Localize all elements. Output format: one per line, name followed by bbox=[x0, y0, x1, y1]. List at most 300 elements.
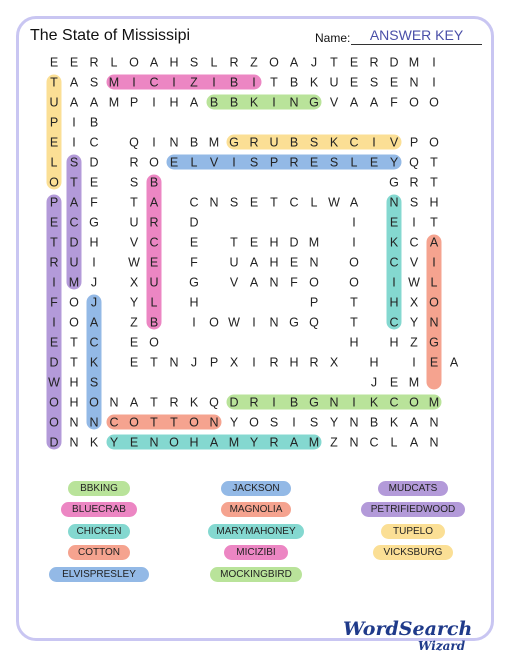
grid-letter: C bbox=[109, 415, 119, 430]
word-chip-elvispresley: ELVISPRESLEY bbox=[49, 567, 149, 582]
grid-letter: J bbox=[90, 295, 98, 310]
word-chip-cotton: COTTON bbox=[68, 545, 130, 560]
grid-letter: P bbox=[269, 155, 279, 170]
grid-letter: I bbox=[412, 215, 416, 230]
grid-letter: W bbox=[328, 195, 340, 210]
grid-letter: P bbox=[49, 115, 59, 130]
grid-letter: D bbox=[49, 435, 59, 450]
grid-letter: B bbox=[89, 115, 99, 130]
grid-letter: M bbox=[108, 75, 120, 90]
grid-letter: T bbox=[330, 55, 338, 70]
grid-letter: B bbox=[149, 315, 159, 330]
word-chip-marymahoney: MARYMAHONEY bbox=[208, 524, 304, 539]
grid-letter: T bbox=[430, 155, 438, 170]
grid-letter: H bbox=[269, 235, 279, 250]
grid-letter: R bbox=[49, 255, 59, 270]
grid-letter: L bbox=[390, 435, 398, 450]
grid-letter: G bbox=[309, 395, 319, 410]
grid-letter: N bbox=[389, 195, 399, 210]
grid-letter: O bbox=[429, 295, 439, 310]
grid-letter: C bbox=[69, 215, 79, 230]
grid-letter: I bbox=[372, 135, 376, 150]
grid-letter: I bbox=[432, 255, 436, 270]
grid-letter: H bbox=[169, 55, 179, 70]
grid-letter: A bbox=[89, 95, 99, 110]
grid-letter: N bbox=[289, 95, 299, 110]
grid-letter: E bbox=[169, 155, 179, 170]
grid-letter: X bbox=[329, 355, 339, 370]
grid-letter: N bbox=[169, 355, 179, 370]
grid-letter: O bbox=[69, 295, 79, 310]
grid-letter: U bbox=[229, 255, 239, 270]
grid-letter: O bbox=[269, 55, 279, 70]
grid-letter: A bbox=[69, 95, 79, 110]
grid-letter: U bbox=[129, 215, 139, 230]
grid-letter: D bbox=[229, 395, 239, 410]
grid-letter: T bbox=[70, 335, 78, 350]
grid-letter: N bbox=[429, 315, 439, 330]
grid-letter: S bbox=[69, 155, 79, 170]
grid-letter: J bbox=[90, 275, 98, 290]
grid-letter: T bbox=[350, 315, 358, 330]
grid-letter: C bbox=[189, 195, 199, 210]
grid-letter: H bbox=[389, 295, 399, 310]
grid-letter: R bbox=[369, 55, 379, 70]
grid-letter: L bbox=[210, 55, 218, 70]
word-chip-mockingbird: MOCKINGBIRD bbox=[210, 567, 302, 582]
grid-letter: A bbox=[409, 415, 419, 430]
grid-letter: K bbox=[89, 355, 99, 370]
grid-letter: P bbox=[409, 135, 419, 150]
grid-letter: O bbox=[349, 275, 359, 290]
grid-letter: M bbox=[408, 375, 420, 390]
grid-letter: A bbox=[369, 95, 379, 110]
grid-letter: M bbox=[228, 435, 240, 450]
grid-letter: E bbox=[49, 335, 59, 350]
grid-letter: H bbox=[269, 255, 279, 270]
grid-letter: V bbox=[229, 275, 239, 290]
grid-letter: C bbox=[89, 335, 99, 350]
grid-letter: P bbox=[309, 295, 319, 310]
grid-letter: C bbox=[389, 255, 399, 270]
grid-letter: Z bbox=[190, 75, 198, 90]
grid-letter: P bbox=[49, 195, 59, 210]
grid-letter: I bbox=[92, 255, 96, 270]
grid-letter: T bbox=[270, 195, 278, 210]
grid-letter: S bbox=[89, 375, 99, 390]
word-chip-jackson: JACKSON bbox=[221, 481, 291, 496]
grid-letter: E bbox=[49, 215, 59, 230]
grid-letter: V bbox=[209, 155, 219, 170]
grid-letter: S bbox=[129, 175, 139, 190]
name-label: Name: bbox=[315, 31, 351, 45]
word-chip-micizibi: MICIZIBI bbox=[224, 545, 288, 560]
grid-letter: A bbox=[69, 195, 79, 210]
grid-letter: D bbox=[69, 235, 79, 250]
grid-letter: O bbox=[349, 255, 359, 270]
grid-letter: A bbox=[89, 315, 99, 330]
grid-letter: O bbox=[169, 435, 179, 450]
grid-letter: F bbox=[390, 95, 398, 110]
grid-letter: X bbox=[409, 295, 419, 310]
grid-letter: C bbox=[409, 235, 419, 250]
grid-letter: I bbox=[292, 415, 296, 430]
grid-letter: N bbox=[169, 135, 179, 150]
grid-letter: E bbox=[89, 175, 99, 190]
grid-letter: L bbox=[50, 155, 58, 170]
grid-letter: V bbox=[329, 95, 339, 110]
grid-letter: A bbox=[289, 435, 299, 450]
grid-letter: V bbox=[389, 135, 399, 150]
grid-letter: U bbox=[329, 75, 339, 90]
grid-letter: C bbox=[289, 195, 299, 210]
grid-letter: W bbox=[128, 255, 140, 270]
grid-letter: A bbox=[189, 95, 199, 110]
grid-letter: B bbox=[289, 135, 299, 150]
grid-letter: C bbox=[369, 435, 379, 450]
grid-letter: S bbox=[269, 415, 279, 430]
grid-letter: G bbox=[189, 275, 199, 290]
grid-letter: E bbox=[129, 355, 139, 370]
grid-letter: O bbox=[409, 395, 419, 410]
grid-letter: Y bbox=[249, 435, 259, 450]
grid-letter: H bbox=[389, 335, 399, 350]
grid-letter: T bbox=[50, 75, 58, 90]
grid-letter: E bbox=[129, 335, 139, 350]
grid-letter: U bbox=[49, 95, 59, 110]
grid-letter: V bbox=[409, 255, 419, 270]
grid-letter: G bbox=[429, 335, 439, 350]
grid-letter: Q bbox=[129, 135, 139, 150]
grid-letter: T bbox=[150, 355, 158, 370]
grid-letter: E bbox=[249, 235, 259, 250]
grid-letter: E bbox=[389, 375, 399, 390]
grid-letter: L bbox=[150, 295, 158, 310]
puzzle-title: The State of Mississipi bbox=[30, 27, 191, 44]
grid-letter: S bbox=[329, 155, 339, 170]
grid-letter: A bbox=[69, 75, 79, 90]
grid-letter: E bbox=[49, 135, 59, 150]
grid-letter: E bbox=[249, 195, 259, 210]
grid-letter: N bbox=[409, 75, 419, 90]
grid-letter: O bbox=[49, 415, 59, 430]
word-chip-bbking: BBKING bbox=[68, 481, 130, 496]
grid-letter: H bbox=[169, 95, 179, 110]
grid-letter: E bbox=[129, 435, 139, 450]
grid-letter: R bbox=[269, 435, 279, 450]
grid-letter: G bbox=[229, 135, 239, 150]
grid-letter: N bbox=[149, 435, 159, 450]
grid-letter: Q bbox=[309, 315, 319, 330]
grid-letter: D bbox=[189, 215, 199, 230]
grid-letter: H bbox=[189, 295, 199, 310]
grid-letter: L bbox=[430, 275, 438, 290]
grid-letter: K bbox=[249, 95, 259, 110]
grid-letter: S bbox=[89, 75, 99, 90]
grid-letter: C bbox=[89, 135, 99, 150]
word-chip-petrifiedwood: PETRIFIEDWOOD bbox=[361, 502, 465, 517]
grid-letter: A bbox=[129, 395, 139, 410]
grid-letter: T bbox=[150, 395, 158, 410]
grid-letter: B bbox=[189, 135, 199, 150]
grid-letter: K bbox=[389, 415, 399, 430]
grid-letter: T bbox=[50, 235, 58, 250]
grid-letter: F bbox=[190, 255, 198, 270]
grid-letter: I bbox=[232, 155, 236, 170]
grid-letter: K bbox=[309, 75, 319, 90]
grid-letter: A bbox=[449, 355, 459, 370]
grid-letter: N bbox=[329, 395, 339, 410]
grid-letter: N bbox=[89, 415, 99, 430]
grid-letter: A bbox=[409, 435, 419, 450]
grid-letter: R bbox=[169, 395, 179, 410]
grid-letter: I bbox=[72, 115, 76, 130]
grid-letter: O bbox=[129, 55, 139, 70]
grid-letter: O bbox=[69, 315, 79, 330]
grid-letter: W bbox=[48, 375, 60, 390]
grid-letter: K bbox=[389, 235, 399, 250]
grid-letter: T bbox=[70, 355, 78, 370]
grid-letter: R bbox=[409, 175, 419, 190]
word-chip-chicken: CHICKEN bbox=[68, 524, 130, 539]
grid-letter: O bbox=[209, 315, 219, 330]
word-chip-magnolia: MAGNOLIA bbox=[221, 502, 291, 517]
grid-letter: I bbox=[352, 235, 356, 250]
grid-letter: O bbox=[49, 175, 59, 190]
grid-letter: K bbox=[369, 395, 379, 410]
grid-letter: L bbox=[310, 195, 318, 210]
name-field[interactable]: ANSWER KEY bbox=[369, 27, 464, 43]
grid-letter: I bbox=[252, 355, 256, 370]
grid-letter: V bbox=[129, 235, 139, 250]
grid-letter: B bbox=[149, 175, 159, 190]
grid-letter: T bbox=[270, 75, 278, 90]
grid-letter: E bbox=[69, 55, 79, 70]
grid-letter: G bbox=[389, 175, 399, 190]
grid-letter: T bbox=[150, 415, 158, 430]
grid-letter: Y bbox=[109, 435, 119, 450]
wordsearch-wizard-logo: WordSearch bbox=[343, 618, 473, 640]
grid-letter: I bbox=[412, 355, 416, 370]
grid-letter: U bbox=[269, 135, 279, 150]
grid-letter: H bbox=[289, 355, 299, 370]
grid-letter: J bbox=[370, 375, 378, 390]
grid-letter: O bbox=[149, 155, 159, 170]
grid-letter: A bbox=[249, 275, 259, 290]
grid-letter: E bbox=[349, 75, 359, 90]
grid-letter: I bbox=[132, 75, 136, 90]
grid-letter: I bbox=[152, 135, 156, 150]
grid-letter: W bbox=[408, 275, 420, 290]
grid-letter: J bbox=[310, 55, 318, 70]
grid-letter: N bbox=[69, 415, 79, 430]
grid-letter: S bbox=[409, 195, 419, 210]
grid-letter: I bbox=[252, 75, 256, 90]
grid-letter: T bbox=[230, 235, 238, 250]
grid-letter: S bbox=[309, 415, 319, 430]
grid-letter: B bbox=[369, 415, 379, 430]
grid-letter: B bbox=[289, 395, 299, 410]
grid-letter: U bbox=[149, 275, 159, 290]
grid-letter: E bbox=[349, 55, 359, 70]
word-chip-vicksburg: VICKSBURG bbox=[373, 545, 453, 560]
grid-letter: E bbox=[149, 255, 159, 270]
grid-letter: T bbox=[70, 175, 78, 190]
grid-letter: W bbox=[228, 315, 240, 330]
grid-letter: R bbox=[289, 155, 299, 170]
grid-letter: R bbox=[89, 55, 99, 70]
grid-letter: E bbox=[429, 355, 439, 370]
grid-letter: T bbox=[430, 175, 438, 190]
grid-letter: H bbox=[349, 335, 359, 350]
grid-letter: H bbox=[189, 435, 199, 450]
grid-letter: U bbox=[69, 255, 79, 270]
grid-letter: N bbox=[429, 415, 439, 430]
grid-letter: A bbox=[149, 195, 159, 210]
grid-letter: T bbox=[350, 295, 358, 310]
grid-letter: I bbox=[432, 75, 436, 90]
grid-letter: C bbox=[389, 315, 399, 330]
grid-letter: N bbox=[429, 435, 439, 450]
grid-letter: G bbox=[289, 315, 299, 330]
grid-letter: R bbox=[149, 215, 159, 230]
grid-letter: N bbox=[309, 255, 319, 270]
grid-letter: A bbox=[249, 255, 259, 270]
grid-letter: R bbox=[129, 155, 139, 170]
grid-letter: N bbox=[209, 195, 219, 210]
grid-letter: Y bbox=[409, 315, 419, 330]
grid-letter: I bbox=[172, 75, 176, 90]
grid-letter: C bbox=[389, 395, 399, 410]
grid-letter: O bbox=[429, 95, 439, 110]
grid-letter: M bbox=[108, 95, 120, 110]
grid-letter: L bbox=[110, 55, 118, 70]
word-chip-tupelo: TUPELO bbox=[381, 524, 445, 539]
grid-letter: O bbox=[309, 275, 319, 290]
grid-letter: Z bbox=[330, 435, 338, 450]
grid-letter: A bbox=[289, 55, 299, 70]
grid-letter: I bbox=[392, 275, 396, 290]
grid-letter: Z bbox=[130, 315, 138, 330]
grid-letter: D bbox=[389, 55, 399, 70]
grid-letter: I bbox=[352, 395, 356, 410]
grid-letter: Z bbox=[410, 335, 418, 350]
grid-letter: C bbox=[349, 135, 359, 150]
grid-letter: E bbox=[309, 155, 319, 170]
grid-letter: B bbox=[209, 95, 219, 110]
grid-letter: R bbox=[249, 135, 259, 150]
grid-letter: B bbox=[229, 75, 239, 90]
grid-letter: A bbox=[349, 95, 359, 110]
wordsearch-wizard-logo-sub: Wizard bbox=[418, 639, 466, 653]
grid-letter: X bbox=[129, 275, 139, 290]
grid-letter: R bbox=[229, 55, 239, 70]
grid-letter: I bbox=[272, 95, 276, 110]
grid-letter: S bbox=[309, 135, 319, 150]
grid-letter: K bbox=[189, 395, 199, 410]
grid-letter: A bbox=[429, 235, 439, 250]
grid-letter: I bbox=[192, 315, 196, 330]
word-chip-bluecrab: BLUECRAB bbox=[61, 502, 137, 517]
grid-letter: R bbox=[249, 395, 259, 410]
grid-letter: O bbox=[189, 415, 199, 430]
grid-letter: M bbox=[308, 235, 320, 250]
grid-letter: H bbox=[369, 355, 379, 370]
word-chip-mudcats: MUDCATS bbox=[378, 481, 448, 496]
grid-letter: D bbox=[289, 235, 299, 250]
grid-letter: F bbox=[90, 195, 98, 210]
grid-letter: X bbox=[229, 355, 239, 370]
grid-letter: A bbox=[149, 55, 159, 70]
grid-letter: Y bbox=[129, 295, 139, 310]
grid-letter: M bbox=[308, 435, 320, 450]
grid-letter: F bbox=[50, 295, 58, 310]
grid-letter: T bbox=[430, 215, 438, 230]
grid-letter: I bbox=[72, 135, 76, 150]
grid-letter: H bbox=[89, 235, 99, 250]
grid-letter: N bbox=[209, 415, 219, 430]
grid-letter: I bbox=[152, 95, 156, 110]
grid-letter: T bbox=[130, 195, 138, 210]
grid-letter: S bbox=[369, 75, 379, 90]
grid-letter: T bbox=[170, 415, 178, 430]
grid-letter: G bbox=[89, 215, 99, 230]
grid-letter: E bbox=[389, 75, 399, 90]
grid-letter: Y bbox=[229, 415, 239, 430]
grid-letter: I bbox=[252, 315, 256, 330]
grid-letter: N bbox=[269, 315, 279, 330]
grid-letter: G bbox=[309, 95, 319, 110]
grid-letter: N bbox=[269, 275, 279, 290]
grid-letter: B bbox=[289, 75, 299, 90]
grid-letter: P bbox=[209, 355, 219, 370]
grid-letter: L bbox=[190, 155, 198, 170]
grid-letter: A bbox=[349, 195, 359, 210]
grid-letter: K bbox=[329, 135, 339, 150]
grid-letter: I bbox=[52, 275, 56, 290]
grid-letter: S bbox=[189, 55, 199, 70]
grid-letter: Z bbox=[250, 55, 258, 70]
grid-letter: M bbox=[408, 55, 420, 70]
grid-letter: D bbox=[89, 155, 99, 170]
grid-letter: N bbox=[349, 435, 359, 450]
grid-letter: I bbox=[352, 215, 356, 230]
grid-letter: B bbox=[229, 95, 239, 110]
grid-letter: E bbox=[189, 235, 199, 250]
grid-letter: O bbox=[49, 395, 59, 410]
grid-letter: S bbox=[229, 195, 239, 210]
grid-letter: R bbox=[309, 355, 319, 370]
grid-letter: H bbox=[429, 195, 439, 210]
grid-letter: D bbox=[49, 355, 59, 370]
grid-letter: I bbox=[52, 315, 56, 330]
grid-letter: L bbox=[350, 155, 358, 170]
grid-letter: Q bbox=[209, 395, 219, 410]
grid-letter: E bbox=[289, 255, 299, 270]
grid-letter: I bbox=[432, 55, 436, 70]
grid-letter: P bbox=[129, 95, 139, 110]
grid-letter: N bbox=[349, 415, 359, 430]
grid-letter: K bbox=[89, 435, 99, 450]
grid-letter: A bbox=[209, 435, 219, 450]
grid-letter: H bbox=[69, 375, 79, 390]
grid-letter: C bbox=[149, 235, 159, 250]
grid-letter: E bbox=[369, 155, 379, 170]
grid-letter: I bbox=[212, 75, 216, 90]
grid-letter: N bbox=[109, 395, 119, 410]
grid-letter: E bbox=[49, 55, 59, 70]
grid-letter: S bbox=[249, 155, 259, 170]
